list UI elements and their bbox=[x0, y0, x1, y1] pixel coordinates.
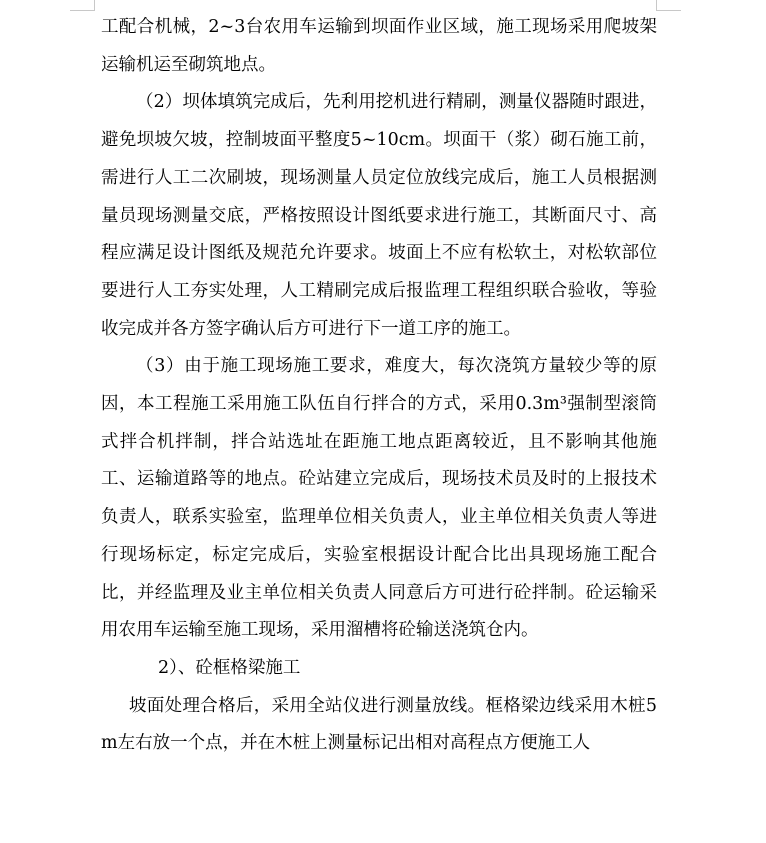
section-heading: 2）、砼框格梁施工 bbox=[158, 657, 301, 678]
paragraph-step-2: （2）坝体填筑完成后，先利用挖机进行精刷，测量仪器随时跟进，避免坝坡欠坡，控制坡面平整度5~10cm。坝面干（浆）砌石施工前，需进行人工二次刷坡，现场测量人员定位放线完成后，施工人员根据测量员现场测量交底，严格按照设计图纸要求进行施工，其断面尺寸、高程应满足设计图纸及规范允许要求。坡面上不应有松软土，对松软部位要进行人工夯实处理，人工精刷完成后报监理工程组织联合验收，等验收完成并各方签字确认后方可进行下一道工序的施工。 bbox=[101, 92, 657, 339]
crop-mark-left bbox=[70, 0, 95, 11]
crop-mark-right bbox=[656, 0, 681, 11]
paragraph-step-3: （3）由于施工现场施工要求，难度大，每次浇筑方量较少等的原因，本工程施工采用施工队伍自行拌合的方式，采用0.3m³强制型滚筒式拌合机拌制，拌合站选址在距施工地点距离较近，且不影响其他施工、运输道路等的地点。砼站建立完成后，现场技术员及时的上报技术负责人，联系实验室，监理单位相关负责人，业主单位相关负责人等进行现场标定，标定完成后，实验室根据设计配合比出具现场施工配合比，并经监理及业主单位相关负责人同意后方可进行砼拌制。砼运输采用农用车运输至施工现场，采用溜槽将砼输送浇筑仓内。 bbox=[101, 356, 657, 641]
body-text bbox=[101, 9, 657, 763]
paragraph-continuation: 工配合机械，2~3台农用车运输到坝面作业区域，施工现场采用爬坡架运输机运至砌筑地点。 bbox=[101, 17, 657, 75]
paragraph-frame-beam: 坡面处理合格后，采用全站仪进行测量放线。框格梁边线采用木桩5m左右放一个点，并在木桩上测量标记出相对高程点方便施工人 bbox=[101, 695, 657, 754]
